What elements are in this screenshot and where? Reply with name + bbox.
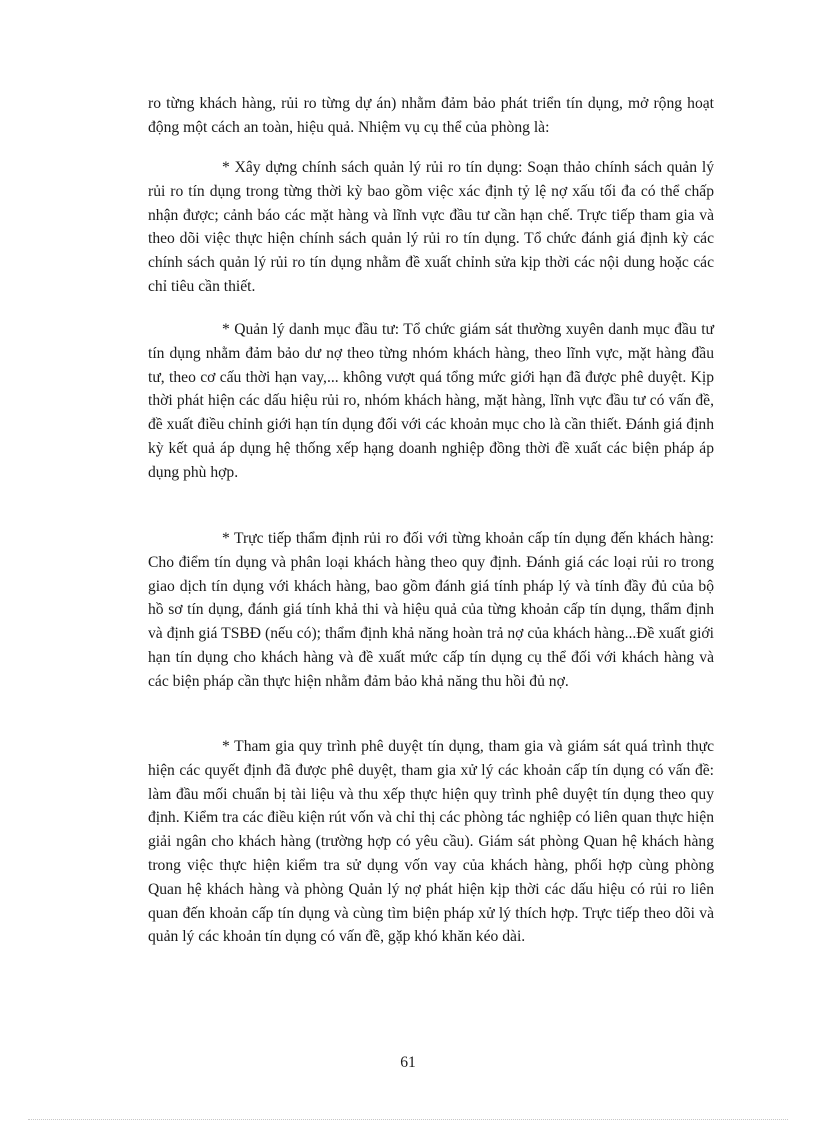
- page-bottom-divider: [28, 1119, 788, 1120]
- paragraph-credit-approval: * Tham gia quy trình phê duyệt tín dụng, tham gia và giám sát quá trình thực hiện các quyết định đã được phê duyệt, tham gia xử lý các khoản cấp tín dụng có vấn đề: làm đầu mối chuẩn bị tài liệu và thu xếp thực hiện quy trình phê duyệt tín dụng theo quy định. Kiểm tra các điều kiện rút vốn và chỉ thị các phòng tác nghiệp có liên quan thực hiện giải ngân cho khách hàng (trường hợp có yêu cầu). Giám sát phòng Quan hệ khách hàng trong việc thực hiện kiểm tra sử dụng vốn vay của khách hàng, phối hợp cùng phòng Quan hệ khách hàng và phòng Quản lý nợ phát hiện kịp thời các dấu hiệu có rủi ro liên quan đến khoản cấp tín dụng và cùng tìm biện pháp xử lý thích hợp. Trực tiếp theo dõi và quản lý các khoản tín dụng có vấn đề, gặp khó khăn kéo dài.: [148, 738, 714, 946]
- paragraph-credit-risk-policy: * Xây dựng chính sách quản lý rủi ro tín dụng: Soạn thảo chính sách quản lý rủi ro tín dụng trong từng thời kỳ bao gồm việc xác định tỷ lệ nợ xấu tối đa có thể chấp nhận được; cảnh báo các mặt hàng và lĩnh vực đầu tư cần hạn chế. Trực tiếp tham gia và theo dõi việc thực hiện chính sách quản lý rủi ro tín dụng. Tổ chức đánh giá định kỳ các chính sách quản lý rủi ro tín dụng nhằm đề xuất chỉnh sửa kịp thời các nội dung hoặc các chỉ tiêu cần thiết.: [148, 159, 714, 295]
- paragraph-portfolio-management: * Quản lý danh mục đầu tư: Tổ chức giám sát thường xuyên danh mục đầu tư tín dụng nhằm đảm bảo dư nợ theo từng nhóm khách hàng, theo lĩnh vực, mặt hàng đầu tư, theo cơ cấu thời hạn vay,... không vượt quá tổng mức giới hạn đã được phê duyệt. Kịp thời phát hiện các dấu hiệu rủi ro, nhóm khách hàng, mặt hàng, lĩnh vực đầu tư có vấn đề, đề xuất điều chỉnh giới hạn tín dụng đối với các khoản mục cho là cần thiết. Đánh giá định kỳ kết quả áp dụng hệ thống xếp hạng doanh nghiệp đồng thời đề xuất các biện pháp áp dụng phù hợp.: [148, 321, 714, 481]
- paragraph-risk-appraisal: * Trực tiếp thẩm định rủi ro đối với từng khoản cấp tín dụng đến khách hàng: Cho điểm tín dụng và phân loại khách hàng theo quy định. Đánh giá các loại rủi ro trong giao dịch tín dụng với khách hàng, bao gồm đánh giá tính pháp lý và tính đầy đủ của bộ hồ sơ tín dụng, đánh giá tính khả thi và hiệu quả của từng khoản cấp tín dụng, thẩm định và định giá TSBĐ (nếu có); thẩm định khả năng hoàn trả nợ của khách hàng...Đề xuất giới hạn tín dụng cho khách hàng và đề xuất mức cấp tín dụng cụ thể đối với khách hàng và các biện pháp cần thực hiện nhằm đảm bảo khả năng thu hồi đủ nợ.: [148, 530, 714, 690]
- page-number: 61: [400, 1054, 416, 1071]
- paragraph-continuation: ro từng khách hàng, rủi ro từng dự án) nhằm đảm bảo phát triển tín dụng, mở rộng hoạt động một cách an toàn, hiệu quả. Nhiệm vụ cụ thể của phòng là:: [148, 95, 714, 136]
